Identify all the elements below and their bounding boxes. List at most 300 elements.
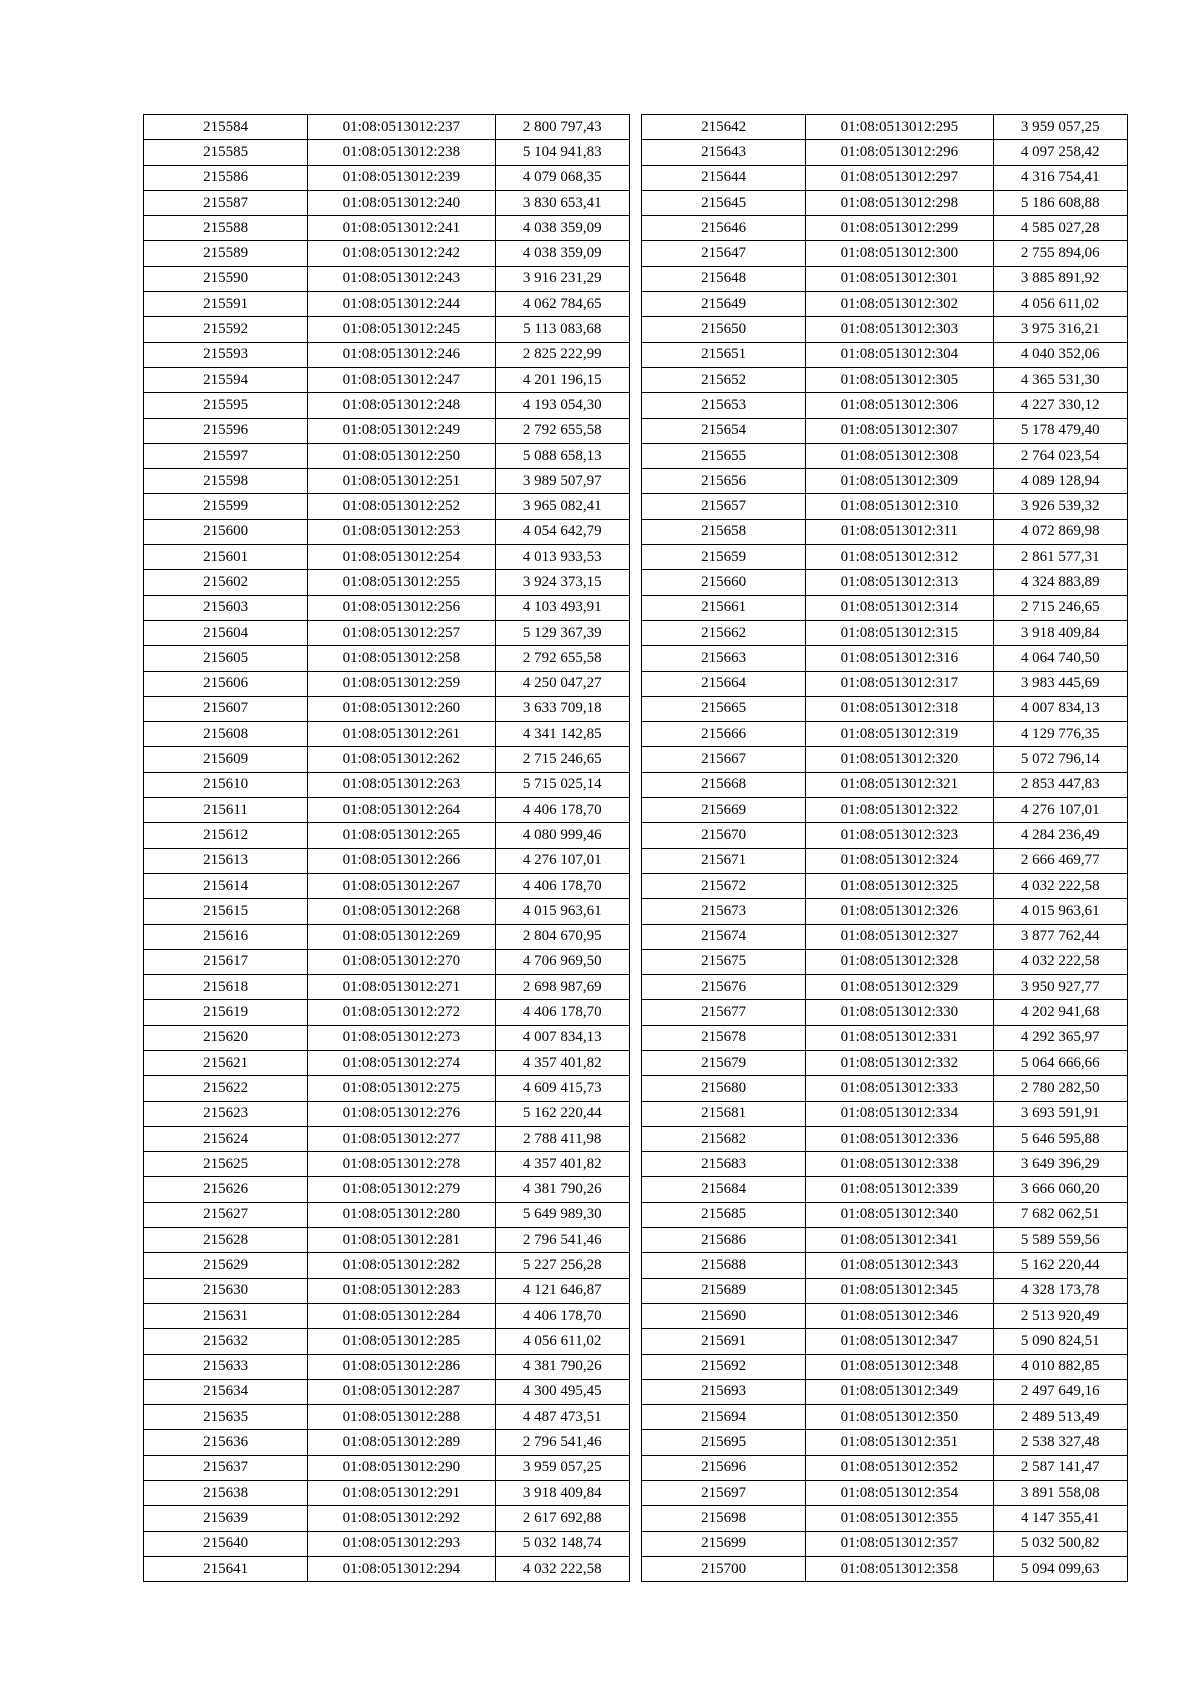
table-row bbox=[642, 418, 1128, 443]
amount-cell: 2 755 894,06 bbox=[993, 241, 1127, 266]
cadastral-number-cell: 01:08:0513012:354 bbox=[806, 1481, 993, 1506]
table-row bbox=[144, 1228, 630, 1253]
amount-cell: 3 959 057,25 bbox=[495, 1455, 629, 1480]
amount-cell: 4 406 178,70 bbox=[495, 798, 629, 823]
cadastral-number-cell: 01:08:0513012:284 bbox=[308, 1303, 495, 1328]
amount-cell: 2 804 670,95 bbox=[495, 924, 629, 949]
row-id-cell: 215674 bbox=[642, 924, 806, 949]
amount-cell: 2 513 920,49 bbox=[993, 1303, 1127, 1328]
amount-cell: 4 038 359,09 bbox=[495, 216, 629, 241]
row-id-cell: 215602 bbox=[144, 570, 308, 595]
row-id-cell: 215627 bbox=[144, 1202, 308, 1227]
row-id-cell: 215678 bbox=[642, 1025, 806, 1050]
table-row bbox=[144, 1531, 630, 1556]
table-row bbox=[144, 696, 630, 721]
amount-cell: 3 975 316,21 bbox=[993, 317, 1127, 342]
table-row bbox=[642, 823, 1128, 848]
row-id-cell: 215634 bbox=[144, 1379, 308, 1404]
table-row bbox=[144, 798, 630, 823]
amount-cell: 5 113 083,68 bbox=[495, 317, 629, 342]
table-row bbox=[144, 722, 630, 747]
table-row bbox=[144, 317, 630, 342]
row-id-cell: 215606 bbox=[144, 671, 308, 696]
row-id-cell: 215667 bbox=[642, 747, 806, 772]
cadastral-number-cell: 01:08:0513012:321 bbox=[806, 772, 993, 797]
row-id-cell: 215603 bbox=[144, 595, 308, 620]
amount-cell: 5 178 479,40 bbox=[993, 418, 1127, 443]
cadastral-number-cell: 01:08:0513012:312 bbox=[806, 545, 993, 570]
row-id-cell: 215676 bbox=[642, 975, 806, 1000]
cadastral-number-cell: 01:08:0513012:340 bbox=[806, 1202, 993, 1227]
cadastral-number-cell: 01:08:0513012:349 bbox=[806, 1379, 993, 1404]
table-row bbox=[144, 1329, 630, 1354]
cadastral-number-cell: 01:08:0513012:243 bbox=[308, 266, 495, 291]
table-row bbox=[642, 1152, 1128, 1177]
row-id-cell: 215621 bbox=[144, 1050, 308, 1075]
cadastral-number-cell: 01:08:0513012:250 bbox=[308, 443, 495, 468]
row-id-cell: 215612 bbox=[144, 823, 308, 848]
row-id-cell: 215628 bbox=[144, 1228, 308, 1253]
table-row bbox=[144, 367, 630, 392]
row-id-cell: 215630 bbox=[144, 1278, 308, 1303]
cadastral-number-cell: 01:08:0513012:290 bbox=[308, 1455, 495, 1480]
row-id-cell: 215654 bbox=[642, 418, 806, 443]
cadastral-number-cell: 01:08:0513012:292 bbox=[308, 1506, 495, 1531]
cadastral-number-cell: 01:08:0513012:317 bbox=[806, 671, 993, 696]
table-row bbox=[144, 418, 630, 443]
row-id-cell: 215629 bbox=[144, 1253, 308, 1278]
table-row bbox=[144, 1050, 630, 1075]
cadastral-number-cell: 01:08:0513012:295 bbox=[806, 115, 993, 140]
cadastral-number-cell: 01:08:0513012:269 bbox=[308, 924, 495, 949]
amount-cell: 4 487 473,51 bbox=[495, 1405, 629, 1430]
cadastral-number-cell: 01:08:0513012:308 bbox=[806, 443, 993, 468]
table-row bbox=[144, 1455, 630, 1480]
row-id-cell: 215613 bbox=[144, 848, 308, 873]
table-row bbox=[144, 1506, 630, 1531]
table-row bbox=[642, 494, 1128, 519]
cadastral-number-cell: 01:08:0513012:286 bbox=[308, 1354, 495, 1379]
cadastral-number-cell: 01:08:0513012:311 bbox=[806, 519, 993, 544]
row-id-cell: 215631 bbox=[144, 1303, 308, 1328]
row-id-cell: 215689 bbox=[642, 1278, 806, 1303]
amount-cell: 4 072 869,98 bbox=[993, 519, 1127, 544]
table-row bbox=[144, 1152, 630, 1177]
amount-cell: 2 796 541,46 bbox=[495, 1228, 629, 1253]
table-row bbox=[144, 1354, 630, 1379]
row-id-cell: 215670 bbox=[642, 823, 806, 848]
cadastral-number-cell: 01:08:0513012:302 bbox=[806, 292, 993, 317]
cadastral-number-cell: 01:08:0513012:272 bbox=[308, 1000, 495, 1025]
cadastral-number-cell: 01:08:0513012:237 bbox=[308, 115, 495, 140]
cadastral-number-cell: 01:08:0513012:254 bbox=[308, 545, 495, 570]
amount-cell: 4 193 054,30 bbox=[495, 393, 629, 418]
amount-cell: 4 609 415,73 bbox=[495, 1076, 629, 1101]
row-id-cell: 215644 bbox=[642, 165, 806, 190]
row-id-cell: 215590 bbox=[144, 266, 308, 291]
amount-cell: 4 328 173,78 bbox=[993, 1278, 1127, 1303]
amount-cell: 4 032 222,58 bbox=[495, 1556, 629, 1581]
row-id-cell: 215596 bbox=[144, 418, 308, 443]
row-id-cell: 215597 bbox=[144, 443, 308, 468]
table-row bbox=[642, 342, 1128, 367]
row-id-cell: 215684 bbox=[642, 1177, 806, 1202]
table-row bbox=[642, 266, 1128, 291]
table-row bbox=[642, 1379, 1128, 1404]
amount-cell: 4 381 790,26 bbox=[495, 1177, 629, 1202]
amount-cell: 2 715 246,65 bbox=[495, 747, 629, 772]
cadastral-number-cell: 01:08:0513012:275 bbox=[308, 1076, 495, 1101]
table-row bbox=[642, 722, 1128, 747]
row-id-cell: 215668 bbox=[642, 772, 806, 797]
cadastral-number-cell: 01:08:0513012:341 bbox=[806, 1228, 993, 1253]
amount-cell: 4 103 493,91 bbox=[495, 595, 629, 620]
amount-cell: 4 007 834,13 bbox=[993, 696, 1127, 721]
cadastral-number-cell: 01:08:0513012:336 bbox=[806, 1126, 993, 1151]
cadastral-number-cell: 01:08:0513012:303 bbox=[806, 317, 993, 342]
table-row bbox=[144, 1101, 630, 1126]
amount-cell: 4 032 222,58 bbox=[993, 873, 1127, 898]
cadastral-number-cell: 01:08:0513012:281 bbox=[308, 1228, 495, 1253]
amount-cell: 3 693 591,91 bbox=[993, 1101, 1127, 1126]
amount-cell: 5 104 941,83 bbox=[495, 140, 629, 165]
amount-cell: 4 064 740,50 bbox=[993, 646, 1127, 671]
amount-cell: 4 250 047,27 bbox=[495, 671, 629, 696]
row-id-cell: 215624 bbox=[144, 1126, 308, 1151]
row-id-cell: 215592 bbox=[144, 317, 308, 342]
table-row bbox=[144, 115, 630, 140]
row-id-cell: 215685 bbox=[642, 1202, 806, 1227]
cadastral-number-cell: 01:08:0513012:293 bbox=[308, 1531, 495, 1556]
row-id-cell: 215614 bbox=[144, 873, 308, 898]
amount-cell: 2 792 655,58 bbox=[495, 418, 629, 443]
amount-cell: 4 300 495,45 bbox=[495, 1379, 629, 1404]
amount-cell: 2 489 513,49 bbox=[993, 1405, 1127, 1430]
table-row bbox=[642, 1076, 1128, 1101]
row-id-cell: 215626 bbox=[144, 1177, 308, 1202]
row-id-cell: 215593 bbox=[144, 342, 308, 367]
table-row bbox=[144, 924, 630, 949]
cadastral-number-cell: 01:08:0513012:262 bbox=[308, 747, 495, 772]
row-id-cell: 215637 bbox=[144, 1455, 308, 1480]
table-row bbox=[642, 1303, 1128, 1328]
row-id-cell: 215686 bbox=[642, 1228, 806, 1253]
amount-cell: 4 341 142,85 bbox=[495, 722, 629, 747]
table-row bbox=[144, 1379, 630, 1404]
table-row bbox=[642, 1126, 1128, 1151]
amount-cell: 5 064 666,66 bbox=[993, 1050, 1127, 1075]
amount-cell: 2 800 797,43 bbox=[495, 115, 629, 140]
row-id-cell: 215615 bbox=[144, 899, 308, 924]
row-id-cell: 215610 bbox=[144, 772, 308, 797]
table-row bbox=[144, 899, 630, 924]
row-id-cell: 215659 bbox=[642, 545, 806, 570]
cadastral-number-cell: 01:08:0513012:296 bbox=[806, 140, 993, 165]
table-row bbox=[144, 216, 630, 241]
amount-cell: 4 276 107,01 bbox=[495, 848, 629, 873]
row-id-cell: 215665 bbox=[642, 696, 806, 721]
cadastral-number-cell: 01:08:0513012:310 bbox=[806, 494, 993, 519]
amount-cell: 5 032 148,74 bbox=[495, 1531, 629, 1556]
table-row bbox=[144, 469, 630, 494]
cadastral-number-cell: 01:08:0513012:256 bbox=[308, 595, 495, 620]
cadastral-number-cell: 01:08:0513012:267 bbox=[308, 873, 495, 898]
cadastral-number-cell: 01:08:0513012:273 bbox=[308, 1025, 495, 1050]
cadastral-number-cell: 01:08:0513012:323 bbox=[806, 823, 993, 848]
row-id-cell: 215620 bbox=[144, 1025, 308, 1050]
cadastral-number-cell: 01:08:0513012:326 bbox=[806, 899, 993, 924]
table-row bbox=[144, 1177, 630, 1202]
amount-cell: 4 032 222,58 bbox=[993, 949, 1127, 974]
amount-cell: 4 324 883,89 bbox=[993, 570, 1127, 595]
amount-cell: 4 357 401,82 bbox=[495, 1050, 629, 1075]
row-id-cell: 215692 bbox=[642, 1354, 806, 1379]
table-row bbox=[144, 823, 630, 848]
cadastral-number-cell: 01:08:0513012:324 bbox=[806, 848, 993, 873]
row-id-cell: 215697 bbox=[642, 1481, 806, 1506]
row-id-cell: 215650 bbox=[642, 317, 806, 342]
amount-cell: 3 877 762,44 bbox=[993, 924, 1127, 949]
row-id-cell: 215585 bbox=[144, 140, 308, 165]
table-row bbox=[642, 646, 1128, 671]
row-id-cell: 215584 bbox=[144, 115, 308, 140]
cadastral-number-cell: 01:08:0513012:260 bbox=[308, 696, 495, 721]
amount-cell: 3 916 231,29 bbox=[495, 266, 629, 291]
cadastral-number-cell: 01:08:0513012:318 bbox=[806, 696, 993, 721]
cadastral-number-cell: 01:08:0513012:279 bbox=[308, 1177, 495, 1202]
row-id-cell: 215666 bbox=[642, 722, 806, 747]
row-id-cell: 215683 bbox=[642, 1152, 806, 1177]
cadastral-number-cell: 01:08:0513012:280 bbox=[308, 1202, 495, 1227]
cadastral-number-cell: 01:08:0513012:278 bbox=[308, 1152, 495, 1177]
amount-cell: 3 918 409,84 bbox=[993, 620, 1127, 645]
cadastral-number-cell: 01:08:0513012:299 bbox=[806, 216, 993, 241]
row-id-cell: 215589 bbox=[144, 241, 308, 266]
amount-cell: 5 649 989,30 bbox=[495, 1202, 629, 1227]
table-row bbox=[144, 1253, 630, 1278]
amount-cell: 4 121 646,87 bbox=[495, 1278, 629, 1303]
cadastral-number-cell: 01:08:0513012:245 bbox=[308, 317, 495, 342]
cadastral-number-cell: 01:08:0513012:328 bbox=[806, 949, 993, 974]
table-row bbox=[144, 443, 630, 468]
row-id-cell: 215662 bbox=[642, 620, 806, 645]
table-row bbox=[144, 1556, 630, 1581]
row-id-cell: 215643 bbox=[642, 140, 806, 165]
cadastral-number-cell: 01:08:0513012:265 bbox=[308, 823, 495, 848]
cadastral-number-cell: 01:08:0513012:355 bbox=[806, 1506, 993, 1531]
amount-cell: 4 292 365,97 bbox=[993, 1025, 1127, 1050]
cadastral-number-cell: 01:08:0513012:247 bbox=[308, 367, 495, 392]
cadastral-number-cell: 01:08:0513012:330 bbox=[806, 1000, 993, 1025]
table-row bbox=[642, 747, 1128, 772]
amount-cell: 4 284 236,49 bbox=[993, 823, 1127, 848]
amount-cell: 2 780 282,50 bbox=[993, 1076, 1127, 1101]
amount-cell: 4 040 352,06 bbox=[993, 342, 1127, 367]
table-row bbox=[144, 620, 630, 645]
data-table-left bbox=[143, 114, 630, 1582]
table-row bbox=[642, 393, 1128, 418]
row-id-cell: 215588 bbox=[144, 216, 308, 241]
table-row bbox=[144, 165, 630, 190]
cadastral-number-cell: 01:08:0513012:251 bbox=[308, 469, 495, 494]
cadastral-number-cell: 01:08:0513012:305 bbox=[806, 367, 993, 392]
cadastral-number-cell: 01:08:0513012:244 bbox=[308, 292, 495, 317]
amount-cell: 2 764 023,54 bbox=[993, 443, 1127, 468]
amount-cell: 4 097 258,42 bbox=[993, 140, 1127, 165]
cadastral-number-cell: 01:08:0513012:239 bbox=[308, 165, 495, 190]
row-id-cell: 215633 bbox=[144, 1354, 308, 1379]
row-id-cell: 215681 bbox=[642, 1101, 806, 1126]
amount-cell: 4 015 963,61 bbox=[495, 899, 629, 924]
amount-cell: 4 357 401,82 bbox=[495, 1152, 629, 1177]
cadastral-number-cell: 01:08:0513012:249 bbox=[308, 418, 495, 443]
row-id-cell: 215696 bbox=[642, 1455, 806, 1480]
amount-cell: 4 147 355,41 bbox=[993, 1506, 1127, 1531]
table-row bbox=[144, 949, 630, 974]
row-id-cell: 215679 bbox=[642, 1050, 806, 1075]
amount-cell: 4 015 963,61 bbox=[993, 899, 1127, 924]
table-row bbox=[144, 140, 630, 165]
cadastral-number-cell: 01:08:0513012:246 bbox=[308, 342, 495, 367]
table-row bbox=[642, 115, 1128, 140]
table-row bbox=[144, 241, 630, 266]
cadastral-number-cell: 01:08:0513012:309 bbox=[806, 469, 993, 494]
amount-cell: 4 007 834,13 bbox=[495, 1025, 629, 1050]
cadastral-number-cell: 01:08:0513012:314 bbox=[806, 595, 993, 620]
table-row bbox=[642, 1506, 1128, 1531]
row-id-cell: 215677 bbox=[642, 1000, 806, 1025]
amount-cell: 2 788 411,98 bbox=[495, 1126, 629, 1151]
table-row bbox=[642, 1354, 1128, 1379]
row-id-cell: 215680 bbox=[642, 1076, 806, 1101]
row-id-cell: 215673 bbox=[642, 899, 806, 924]
table-row bbox=[144, 595, 630, 620]
amount-cell: 3 965 082,41 bbox=[495, 494, 629, 519]
amount-cell: 2 861 577,31 bbox=[993, 545, 1127, 570]
table-row bbox=[642, 317, 1128, 342]
cadastral-number-cell: 01:08:0513012:263 bbox=[308, 772, 495, 797]
table-row bbox=[144, 671, 630, 696]
amount-cell: 4 089 128,94 bbox=[993, 469, 1127, 494]
row-id-cell: 215663 bbox=[642, 646, 806, 671]
table-row bbox=[642, 241, 1128, 266]
cadastral-number-cell: 01:08:0513012:255 bbox=[308, 570, 495, 595]
row-id-cell: 215641 bbox=[144, 1556, 308, 1581]
amount-cell: 4 381 790,26 bbox=[495, 1354, 629, 1379]
amount-cell: 4 054 642,79 bbox=[495, 519, 629, 544]
row-id-cell: 215693 bbox=[642, 1379, 806, 1404]
table-row bbox=[144, 873, 630, 898]
table-row bbox=[642, 190, 1128, 215]
cadastral-number-cell: 01:08:0513012:285 bbox=[308, 1329, 495, 1354]
amount-cell: 7 682 062,51 bbox=[993, 1202, 1127, 1227]
row-id-cell: 215658 bbox=[642, 519, 806, 544]
table-row bbox=[144, 772, 630, 797]
table-row bbox=[642, 772, 1128, 797]
table-row bbox=[642, 949, 1128, 974]
row-id-cell: 215649 bbox=[642, 292, 806, 317]
row-id-cell: 215671 bbox=[642, 848, 806, 873]
cadastral-number-cell: 01:08:0513012:315 bbox=[806, 620, 993, 645]
amount-cell: 5 227 256,28 bbox=[495, 1253, 629, 1278]
cadastral-number-cell: 01:08:0513012:240 bbox=[308, 190, 495, 215]
amount-cell: 4 406 178,70 bbox=[495, 1303, 629, 1328]
cadastral-number-cell: 01:08:0513012:306 bbox=[806, 393, 993, 418]
amount-cell: 3 959 057,25 bbox=[993, 115, 1127, 140]
table-row bbox=[642, 975, 1128, 1000]
row-id-cell: 215645 bbox=[642, 190, 806, 215]
row-id-cell: 215601 bbox=[144, 545, 308, 570]
row-id-cell: 215617 bbox=[144, 949, 308, 974]
row-id-cell: 215598 bbox=[144, 469, 308, 494]
amount-cell: 2 715 246,65 bbox=[993, 595, 1127, 620]
table-row bbox=[144, 570, 630, 595]
amount-cell: 2 587 141,47 bbox=[993, 1455, 1127, 1480]
data-table-right bbox=[641, 114, 1128, 1582]
row-id-cell: 215623 bbox=[144, 1101, 308, 1126]
table-body-left bbox=[144, 115, 630, 1582]
row-id-cell: 215622 bbox=[144, 1076, 308, 1101]
table-row bbox=[144, 1000, 630, 1025]
cadastral-number-cell: 01:08:0513012:259 bbox=[308, 671, 495, 696]
row-id-cell: 215625 bbox=[144, 1152, 308, 1177]
cadastral-number-cell: 01:08:0513012:238 bbox=[308, 140, 495, 165]
table-row bbox=[144, 848, 630, 873]
table-row bbox=[642, 1278, 1128, 1303]
row-id-cell: 215652 bbox=[642, 367, 806, 392]
row-id-cell: 215672 bbox=[642, 873, 806, 898]
cadastral-number-cell: 01:08:0513012:282 bbox=[308, 1253, 495, 1278]
row-id-cell: 215616 bbox=[144, 924, 308, 949]
cadastral-number-cell: 01:08:0513012:334 bbox=[806, 1101, 993, 1126]
amount-cell: 5 094 099,63 bbox=[993, 1556, 1127, 1581]
amount-cell: 2 666 469,77 bbox=[993, 848, 1127, 873]
table-row bbox=[642, 1000, 1128, 1025]
cadastral-number-cell: 01:08:0513012:264 bbox=[308, 798, 495, 823]
cadastral-number-cell: 01:08:0513012:274 bbox=[308, 1050, 495, 1075]
row-id-cell: 215648 bbox=[642, 266, 806, 291]
amount-cell: 3 989 507,97 bbox=[495, 469, 629, 494]
row-id-cell: 215595 bbox=[144, 393, 308, 418]
table-row bbox=[642, 1253, 1128, 1278]
table-row bbox=[642, 469, 1128, 494]
table-row bbox=[144, 342, 630, 367]
row-id-cell: 215636 bbox=[144, 1430, 308, 1455]
amount-cell: 5 715 025,14 bbox=[495, 772, 629, 797]
amount-cell: 4 201 196,15 bbox=[495, 367, 629, 392]
table-row bbox=[642, 140, 1128, 165]
amount-cell: 4 585 027,28 bbox=[993, 216, 1127, 241]
table-row bbox=[144, 1430, 630, 1455]
cadastral-number-cell: 01:08:0513012:316 bbox=[806, 646, 993, 671]
table-row bbox=[642, 620, 1128, 645]
cadastral-number-cell: 01:08:0513012:266 bbox=[308, 848, 495, 873]
table-row bbox=[642, 899, 1128, 924]
row-id-cell: 215661 bbox=[642, 595, 806, 620]
table-row bbox=[642, 1455, 1128, 1480]
row-id-cell: 215586 bbox=[144, 165, 308, 190]
cadastral-number-cell: 01:08:0513012:357 bbox=[806, 1531, 993, 1556]
cadastral-number-cell: 01:08:0513012:331 bbox=[806, 1025, 993, 1050]
cadastral-number-cell: 01:08:0513012:253 bbox=[308, 519, 495, 544]
amount-cell: 3 950 927,77 bbox=[993, 975, 1127, 1000]
row-id-cell: 215639 bbox=[144, 1506, 308, 1531]
cadastral-number-cell: 01:08:0513012:329 bbox=[806, 975, 993, 1000]
row-id-cell: 215619 bbox=[144, 1000, 308, 1025]
table-row bbox=[144, 519, 630, 544]
row-id-cell: 215698 bbox=[642, 1506, 806, 1531]
row-id-cell: 215608 bbox=[144, 722, 308, 747]
